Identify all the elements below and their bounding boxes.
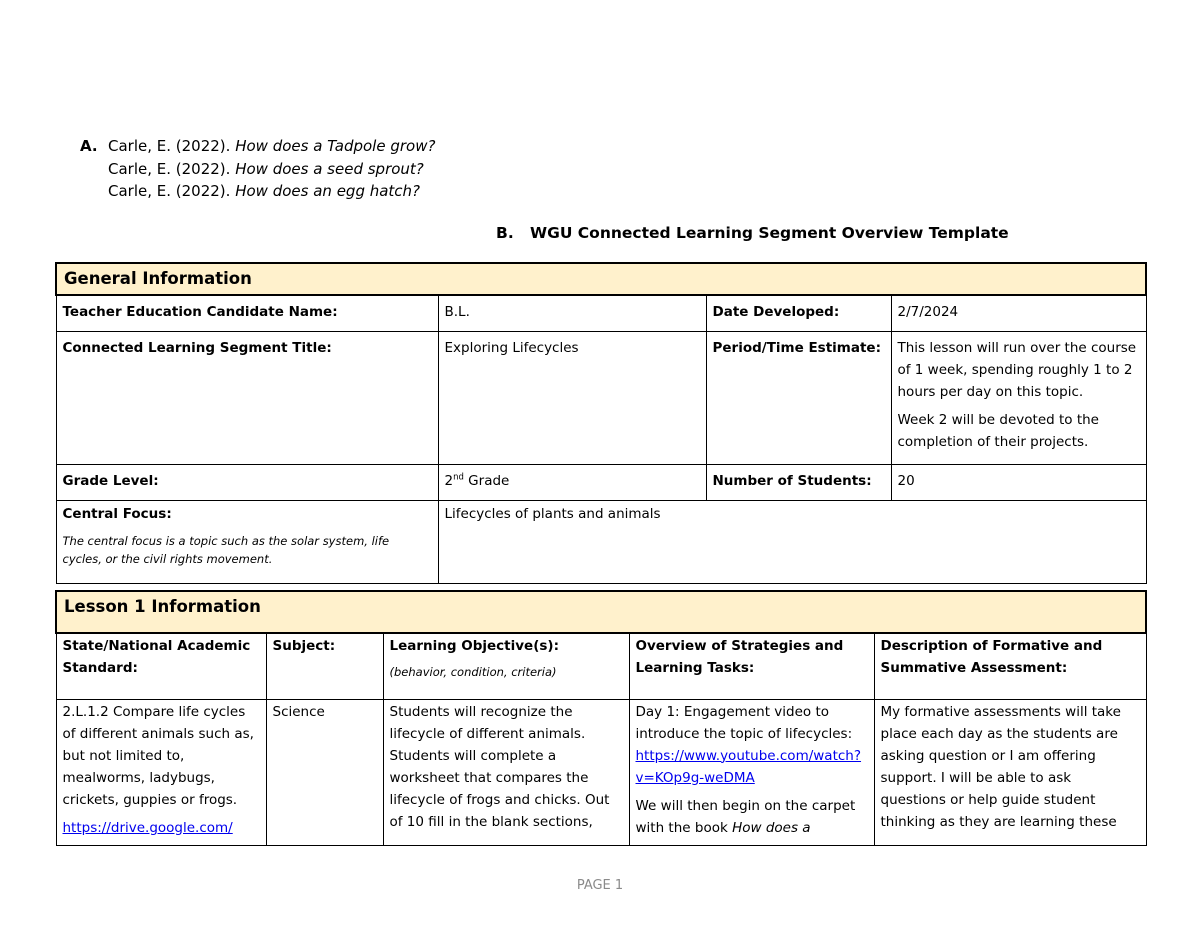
candidate-name-value: B.L. — [438, 295, 706, 331]
objective-column-header — [383, 633, 629, 699]
page-number: PAGE 1 — [576, 878, 624, 893]
number-of-students-value: 20 — [891, 464, 1146, 500]
lesson-1-table — [55, 590, 1147, 846]
strategies-book-text: We will then begin on the carpet with the book — [635, 797, 856, 836]
standard-link[interactable]: https://drive.google.com/ — [62, 819, 233, 836]
period-paragraph: This lesson will run over the course of 1 week, spending roughly 1 to 2 hours per day on this topic. — [897, 339, 1137, 400]
date-developed-label: Date Developed: — [706, 295, 891, 331]
assessment-column-header: Description of Formative and Summative Assessment: — [874, 633, 1146, 699]
subject-column-header: Subject: — [266, 633, 383, 699]
reference-author: Carle, E. (2022). — [108, 159, 231, 178]
segment-title-value: Exploring Lifecycles — [438, 331, 706, 464]
central-focus-label: Central Focus: — [62, 505, 172, 522]
strategies-video-link[interactable]: https://www.youtube.com/watch?v=KOp9g-weDMA — [635, 747, 862, 786]
grade-suffix: nd — [453, 472, 464, 482]
grade-word: Grade — [463, 472, 510, 489]
subject-cell: Science — [266, 699, 383, 845]
period-estimate-value — [891, 331, 1146, 464]
strategies-column-header: Overview of Strategies and Learning Tasks: — [629, 633, 874, 699]
central-focus-cell — [56, 500, 438, 583]
general-information-table — [55, 262, 1147, 584]
strategies-book-title: How does a — [732, 819, 811, 836]
grade-level-value — [438, 464, 706, 500]
central-focus-note: The central focus is a topic such as the solar system, life cycles, or the civil rights movement. — [62, 533, 390, 566]
objective-cell: Students will recognize the lifecycle of different animals. Students will complete a worksheet that compares the lifecycle of frogs and chicks. Out of 10 fill in the blank sections, — [383, 699, 629, 845]
lesson-1-header: Lesson 1 Information — [56, 591, 1146, 633]
reference-title: How does a Tadpole grow? — [235, 137, 436, 155]
central-focus-value: Lifecycles of plants and animals — [438, 500, 1146, 583]
reference-item — [80, 158, 435, 181]
strategies-day1: Day 1: Engagement video to introduce the topic of lifecycles: — [635, 703, 853, 742]
segment-title-label: Connected Learning Segment Title: — [56, 331, 438, 464]
reference-author: Carle, E. (2022). — [108, 137, 231, 155]
reference-item — [80, 135, 435, 158]
template-title — [496, 224, 1009, 242]
references-label: A. — [80, 137, 98, 155]
section-b-label: B. — [496, 224, 514, 242]
reference-item — [80, 180, 435, 203]
period-paragraph: Week 2 will be devoted to the completion of their projects. — [897, 411, 1099, 450]
standard-text: 2.L.1.2 Compare life cycles of different animals such as, but not limited to, mealworms, ladybugs, crickets, guppies or frogs. — [62, 703, 254, 808]
reference-author: Carle, E. (2022). — [108, 182, 231, 200]
date-developed-value: 2/7/2024 — [891, 295, 1146, 331]
grade-number: 2 — [444, 472, 454, 489]
grade-level-label: Grade Level: — [56, 464, 438, 500]
objective-note: (behavior, condition, criteria) — [389, 665, 557, 679]
general-information-header: General Information — [56, 263, 1146, 295]
standard-cell — [56, 699, 266, 845]
reference-title: How does a seed sprout? — [235, 159, 424, 178]
reference-title: How does an egg hatch? — [235, 182, 421, 200]
standard-column-header: State/National Academic Standard: — [56, 633, 266, 699]
references-block — [80, 135, 435, 203]
section-b-title: WGU Connected Learning Segment Overview Template — [530, 224, 1009, 242]
strategies-cell — [629, 699, 874, 845]
objective-label: Learning Objective(s): — [389, 638, 559, 654]
assessment-cell: My formative assessments will take place each day as the students are asking question or I am offering support. I will be able to ask questions or help guide student thinking as they are learning these — [874, 699, 1146, 845]
period-estimate-label: Period/Time Estimate: — [706, 331, 891, 464]
number-of-students-label: Number of Students: — [706, 464, 891, 500]
candidate-name-label: Teacher Education Candidate Name: — [56, 295, 438, 331]
